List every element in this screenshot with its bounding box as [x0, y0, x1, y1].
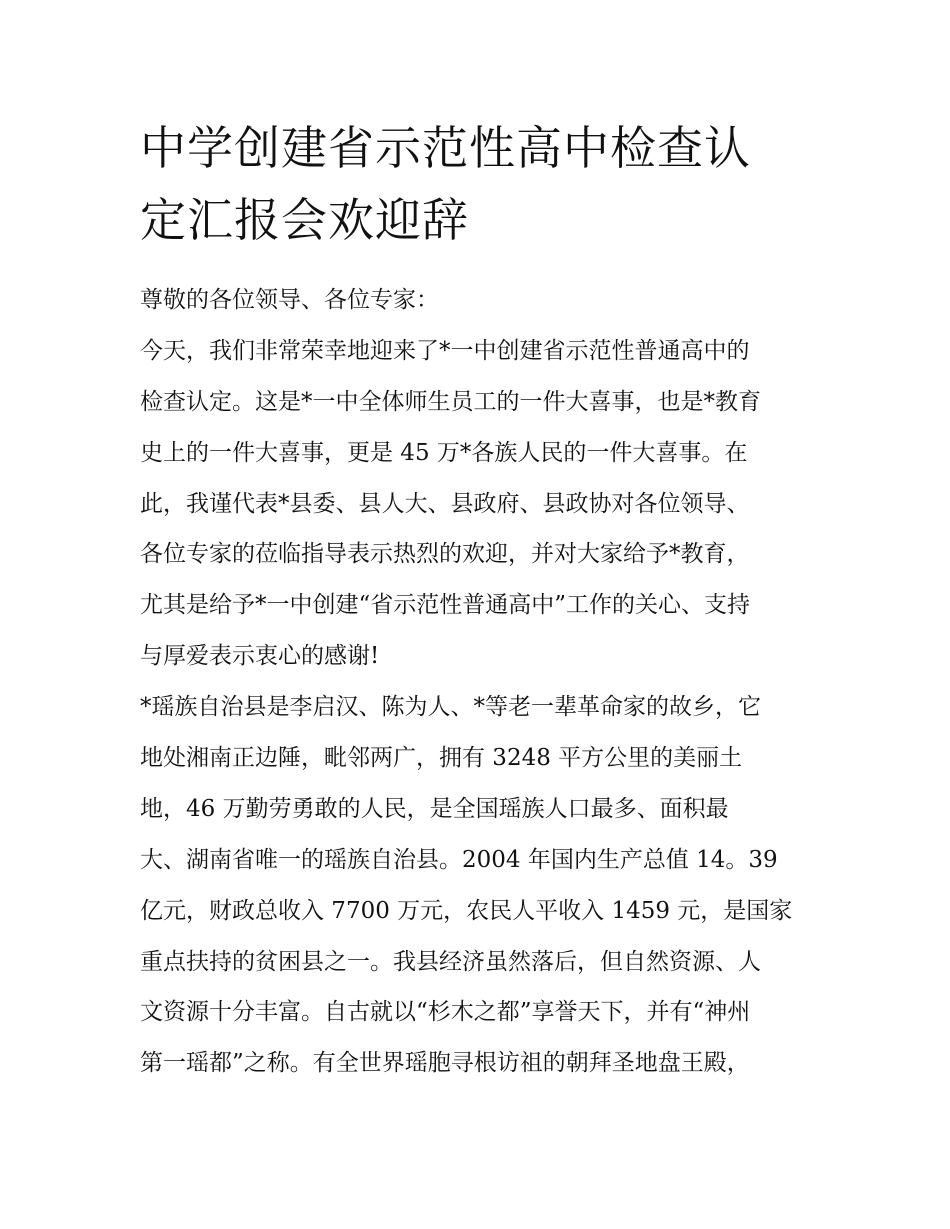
body-line: 史上的一件大喜事，更是 45 万*各族人民的一件大喜事。在 — [140, 439, 748, 466]
body-line: 第一瑶都”之称。有全世界瑶胞寻根访祖的朝拜圣地盘王殿， — [140, 1050, 750, 1077]
title-line: 中学创建省示范性高中检查认 — [140, 121, 751, 175]
document-body — [140, 282, 820, 1096]
body-line: 各位专家的莅临指导表示热烈的欢迎，并对大家给予*教育， — [140, 541, 750, 568]
body-line: 大、湖南省唯一的瑶族自治县。2004 年国内生产总值 14。39 — [140, 846, 778, 873]
body-line: 与厚爱表示衷心的感谢! — [140, 643, 380, 670]
body-line: 亿元，财政总收入 7700 万元，农民人平收入 1459 元，是国家 — [140, 897, 793, 924]
body-line: 地处湘南正边陲，毗邻两广，拥有 3248 平方公里的美丽土 — [140, 745, 743, 772]
title-line: 定汇报会欢迎辞 — [140, 193, 469, 247]
body-line: 文资源十分丰富。自古就以“杉木之都”享誉天下，并有“神州 — [140, 999, 751, 1026]
body-line: 今天，我们非常荣幸地迎来了*一中创建省示范性普通高中的 — [140, 337, 750, 364]
body-line: 此，我谨代表*县委、县人大、县政府、县政协对各位领导、 — [140, 490, 750, 517]
body-line: 地，46 万勤劳勇敢的人民，是全国瑶族人口最多、面积最 — [140, 795, 729, 822]
salutation-line: 尊敬的各位领导、各位专家： — [140, 287, 439, 313]
body-line: 检查认定。这是*一中全体师生员工的一件大喜事，也是*教育 — [140, 388, 761, 415]
document-title — [140, 112, 820, 256]
body-line: 重点扶持的贫困县之一。我县经济虽然落后，但自然资源、人 — [140, 948, 761, 975]
body-line: *瑶族自治县是李启汉、陈为人、*等老一辈革命家的故乡，它 — [140, 694, 761, 721]
body-line: 尤其是给予*一中创建“省示范性普通高中”工作的关心、支持 — [140, 592, 751, 619]
